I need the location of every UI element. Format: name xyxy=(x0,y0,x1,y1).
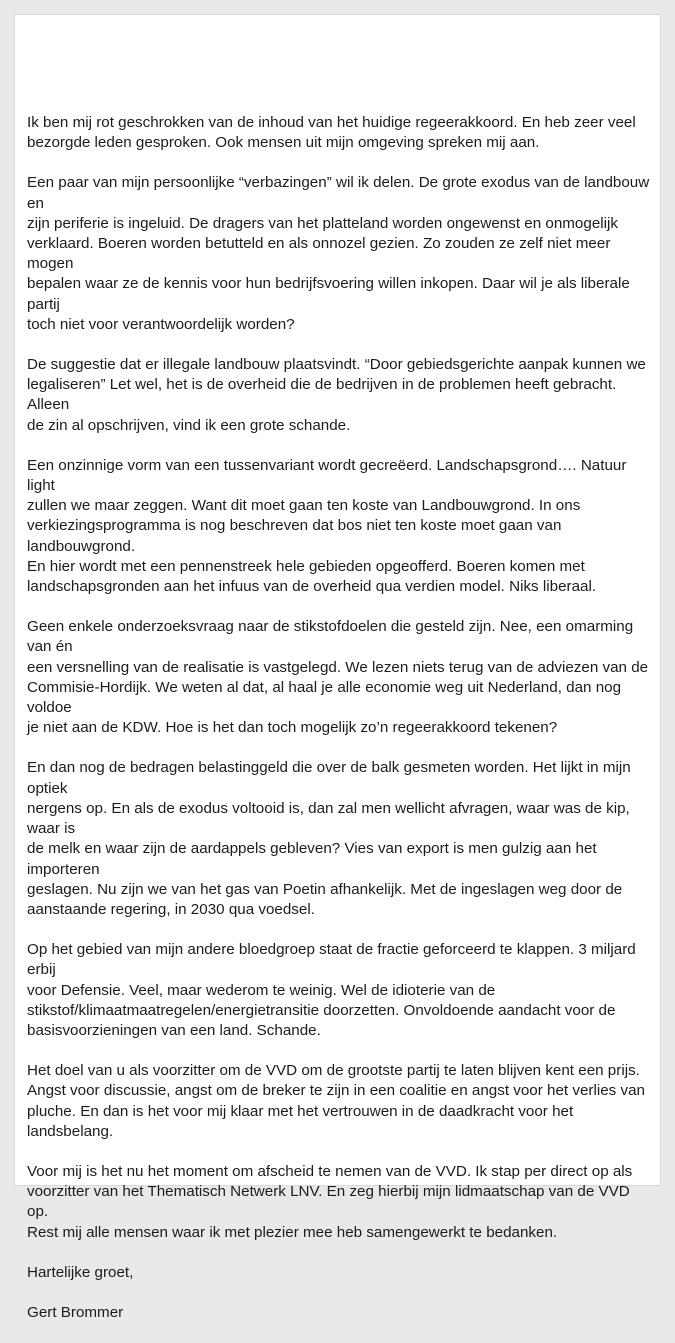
letter-paragraph: De suggestie dat er illegale landbouw plaatsvindt. “Door gebiedsgerichte aanpak kunnen we legaliseren” Let wel, het is de overheid die de bedrijven in de problemen heeft gebracht. Alleen de zin al opschrijven, vind ik een grote schande. xyxy=(27,356,646,434)
letter-paragraph: Een onzinnige vorm van een tussenvariant wordt gecreëerd. Landschapsgrond…. Natuur light zullen we maar zeggen. Want dit moet gaan ten koste van Landbouwgrond. In ons verkiezingsprogramma is nog beschreven dat bos niet ten koste moet gaan van landbouwgrond. En hier wordt met een pennenstreek hele gebieden opgeofferd. Boeren komen met landschapsgronden aan het infuus van de overheid qua verdien model. Niks liberaal. xyxy=(27,456,627,596)
letter-paragraph: Op het gebied van mijn andere bloedgroep staat de fractie geforceerd te klappen. 3 miljard erbij voor Defensie. Veel, maar wederom te weinig. Wel de idioterie van de stikstof/klimaatmaatregelen/energietransitie doorzetten. Onvoldoende aandacht voor de basisvoorzieningen van een land. Schande. xyxy=(27,941,636,1039)
letter-paragraph: Voor mij is het nu het moment om afscheid te nemen van de VVD. Ik stap per direct op als voorzitter van het Thematisch Netwerk LNV. En zeg hierbij mijn lidmaatschap van de VVD op. Rest mij alle mensen waar ik met plezier mee heb samengewerkt te bedanken. xyxy=(27,1162,633,1241)
letter-signature: Gert Brommer xyxy=(27,1303,124,1321)
letter-paragraph: En dan nog de bedragen belastinggeld die over de balk gesmeten worden. Het lijkt in mijn optiek nergens op. En als de exodus voltooid is, dan zal men wellicht afvragen, waar was de kip, waar is de melk en waar zijn de aardappels gebleven? Vies van export is men gulzig aan het importeren geslagen. Nu zijn we van het gas van Poetin afhankelijk. Met de ingeslagen weg door de aanstaande regering, in 2030 qua voedsel. xyxy=(27,759,631,918)
letter-paragraph: Geen enkele onderzoeksvraag naar de stikstofdoelen die gesteld zijn. Nee, een omarming van én een versnelling van de realisatie is vastgelegd. We lezen niets terug van de adviezen van de Commisie-Hordijk. We weten al dat, al haal je alle economie weg uit Nederland, dan nog voldoe je niet aan de KDW. Hoe is het dan toch mogelijk zo’n regeerakkoord tekenen? xyxy=(27,618,649,737)
letter-paragraph: Het doel van u als voorzitter om de VVD om de grootste partij te laten blijven kent een prijs. Angst voor discussie, angst om de breker te zijn in een coalitie en angst voor het verlies van pluche. En dan is het voor mij klaar met het vertrouwen in de daadkracht voor het landsbelang. xyxy=(27,1062,645,1140)
letter-page xyxy=(14,14,661,1321)
letter-paragraph: Een paar van mijn persoonlijke “verbazingen” wil ik delen. De grote exodus van de landbouw en zijn periferie is ingeluid. De dragers van het platteland worden ongewenst en onmogelijk verklaard. Boeren worden betutteld en als onnozel gezien. Zo zouden ze zelf niet meer mogen bepalen waar ze de kennis voor hun bedrijfsvoering willen inkopen. Daar wil je als liberale partij toch niet voor verantwoordelijk worden? xyxy=(27,174,650,333)
letter-closing: Hartelijke groet, xyxy=(27,1263,134,1281)
letter-body xyxy=(27,113,652,1343)
letter-paragraph: Ik ben mij rot geschrokken van de inhoud van het huidige regeerakkoord. En heb zeer veel bezorgde leden gesproken. Ook mensen uit mijn omgeving spreken mij aan. xyxy=(27,114,636,152)
